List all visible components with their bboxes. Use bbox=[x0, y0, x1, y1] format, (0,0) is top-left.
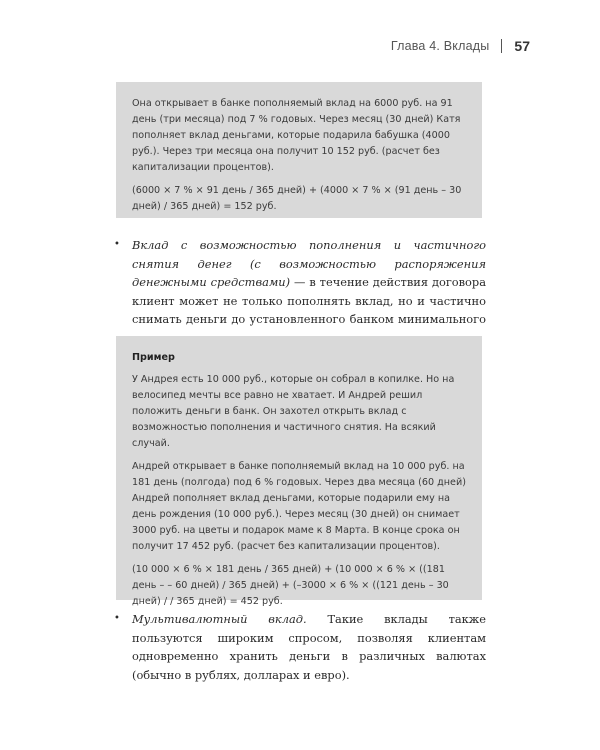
page-header bbox=[391, 38, 530, 54]
bullet-icon: • bbox=[114, 239, 120, 250]
example-box-2-title: Пример bbox=[132, 352, 175, 363]
header-divider bbox=[501, 39, 502, 53]
example-box-2-paragraph-2: Андрей открывает в банке пополняемый вклад на 10 000 руб. на 181 день (полгода) под 6 % годовых. Через два месяца (60 дней) Андрей пополняет вклад деньгами, которые подарили ему на день рождения (10 000 руб.). Через месяц (30 дней) он снимает 3000 руб. на цветы и подарок маме к 8 Марта. В конце срока он получит 17 452 руб. (расчет без капитализации процентов). bbox=[132, 461, 466, 552]
bullet-description: — в течение действия договора клиент может не только пополнять вклад, но и частично снимать деньги до установленного банком минимального bbox=[132, 275, 486, 326]
bullet-term: Мультивалютный вклад. bbox=[132, 612, 307, 626]
bullet-item-multicurrency bbox=[116, 610, 486, 684]
example-box-1 bbox=[116, 82, 482, 218]
example-box-1-paragraph: Она открывает в банке пополняемый вклад на 6000 руб. на 91 день (три месяца) под 7 % годовых. Через месяц (30 дней) Катя пополняет вклад деньгами, которые подарила бабушка (4000 руб.). Через три месяца она получит 10 152 руб. (расчет без капитализации процентов). bbox=[132, 98, 461, 173]
example-box-1-formula: (6000 × 7 % × 91 день / 365 дней) + (4000 × 7 % × (91 день – 30 дней) / 365 дней) = 152 руб. bbox=[132, 185, 462, 212]
bullet-icon: • bbox=[114, 613, 120, 624]
bullet-text bbox=[116, 236, 486, 347]
bullet-term: Вклад с возможностью пополнения и частичного снятия денег (с возможностью распоряжения денежными средствами) bbox=[132, 238, 486, 289]
bullet-description: Такие вклады также пользуются широким спросом, позволяя клиентам одновременно хранить деньги в различных валютах (обычно в рублях, долларах и евро). bbox=[132, 612, 486, 682]
example-box-2-formula: (10 000 × 6 % × 181 день / 365 дней) + (10 000 × 6 % × ((181 день – – 60 дней) / 365 дней) + (–3000 × 6 % × ((121 день – 30 дней) / / 365 дней) = 452 руб. bbox=[132, 564, 449, 607]
chapter-title: Глава 4. Вклады bbox=[390, 39, 490, 53]
example-box-2-paragraph-1: У Андрея есть 10 000 руб., которые он собрал в копилке. Но на велосипед мечты все равно не хватает. И Андрей решил положить деньги в банк. Он захотел открыть вклад с возможностью пополнения и частичного снятия. На всякий случай. bbox=[132, 374, 455, 449]
example-box-2 bbox=[116, 336, 482, 607]
bullet-item-replenishment-withdrawal bbox=[116, 236, 486, 347]
page-number: 57 bbox=[514, 38, 530, 54]
bullet-text bbox=[116, 610, 486, 684]
